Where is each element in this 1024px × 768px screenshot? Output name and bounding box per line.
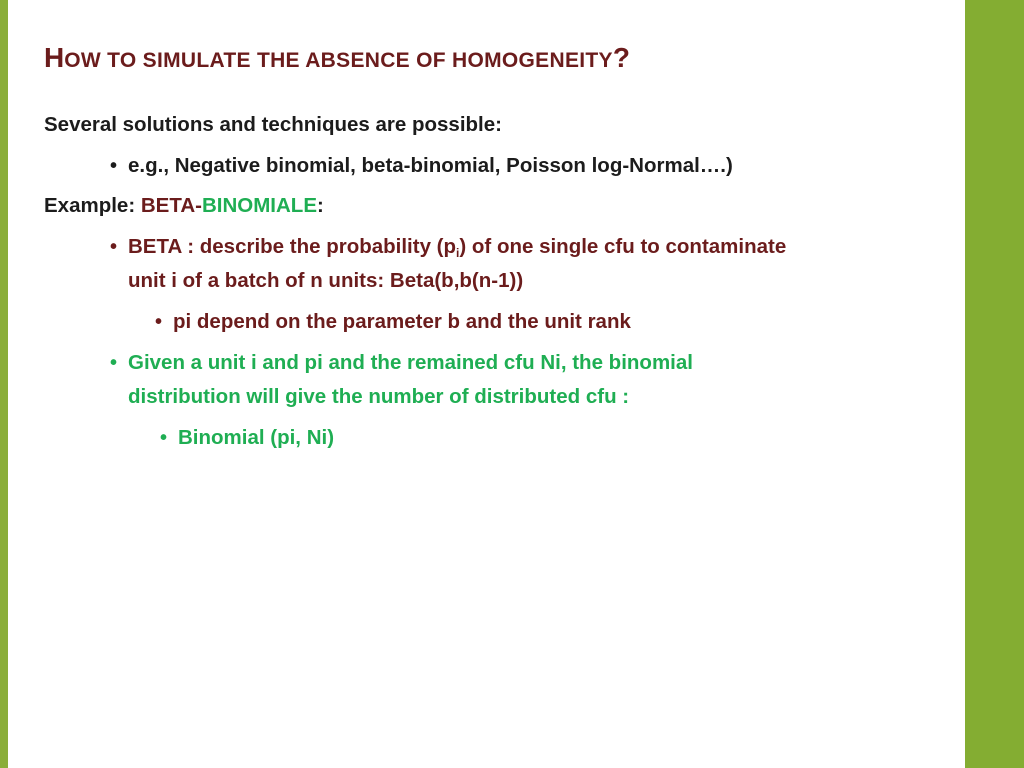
- beta-bullet: •: [110, 236, 118, 258]
- title-first-letter: H: [44, 42, 65, 73]
- example-beta: BETA-: [140, 194, 202, 217]
- given-line-2: distribution will give the number of distributed cfu :: [128, 385, 630, 408]
- examples-bullet: •: [110, 155, 118, 177]
- binomial-text: Binomial (pi, Ni): [178, 426, 335, 449]
- binomial-bullet: •: [160, 427, 168, 449]
- intro-text: Several solutions and techniques are possible:: [44, 113, 502, 136]
- beta-line-1-a: BETA : describe the probability (p: [128, 235, 457, 258]
- title-question-mark: ?: [612, 42, 630, 73]
- beta-line-1-subscript: i: [456, 246, 460, 260]
- given-line-1: Given a unit i and pi and the remained cfu Ni, the binomial: [128, 351, 693, 374]
- example-label: Example:: [44, 194, 141, 217]
- examples-text: e.g., Negative binomial, beta-binomial, Poisson log-Normal….): [128, 154, 733, 177]
- given-bullet: •: [110, 352, 118, 374]
- pi-bullet: •: [155, 311, 163, 333]
- example-binomiale: BINOMIALE: [201, 194, 318, 217]
- beta-line-2: unit i of a batch of n units: Beta(b,b(n-1)): [128, 269, 524, 292]
- example-heading: [44, 189, 324, 223]
- beta-line-1-b: ) of one single cfu to contaminate: [459, 235, 787, 258]
- slide-title: [44, 42, 630, 74]
- beta-line-1: [128, 230, 786, 264]
- right-accent-bar: [965, 0, 1024, 768]
- pi-text: pi depend on the parameter b and the unit rank: [173, 310, 631, 333]
- example-colon: :: [317, 194, 324, 217]
- title-text: OW TO SIMULATE THE ABSENCE OF HOMOGENEITY: [64, 49, 613, 72]
- left-accent-bar: [0, 0, 8, 768]
